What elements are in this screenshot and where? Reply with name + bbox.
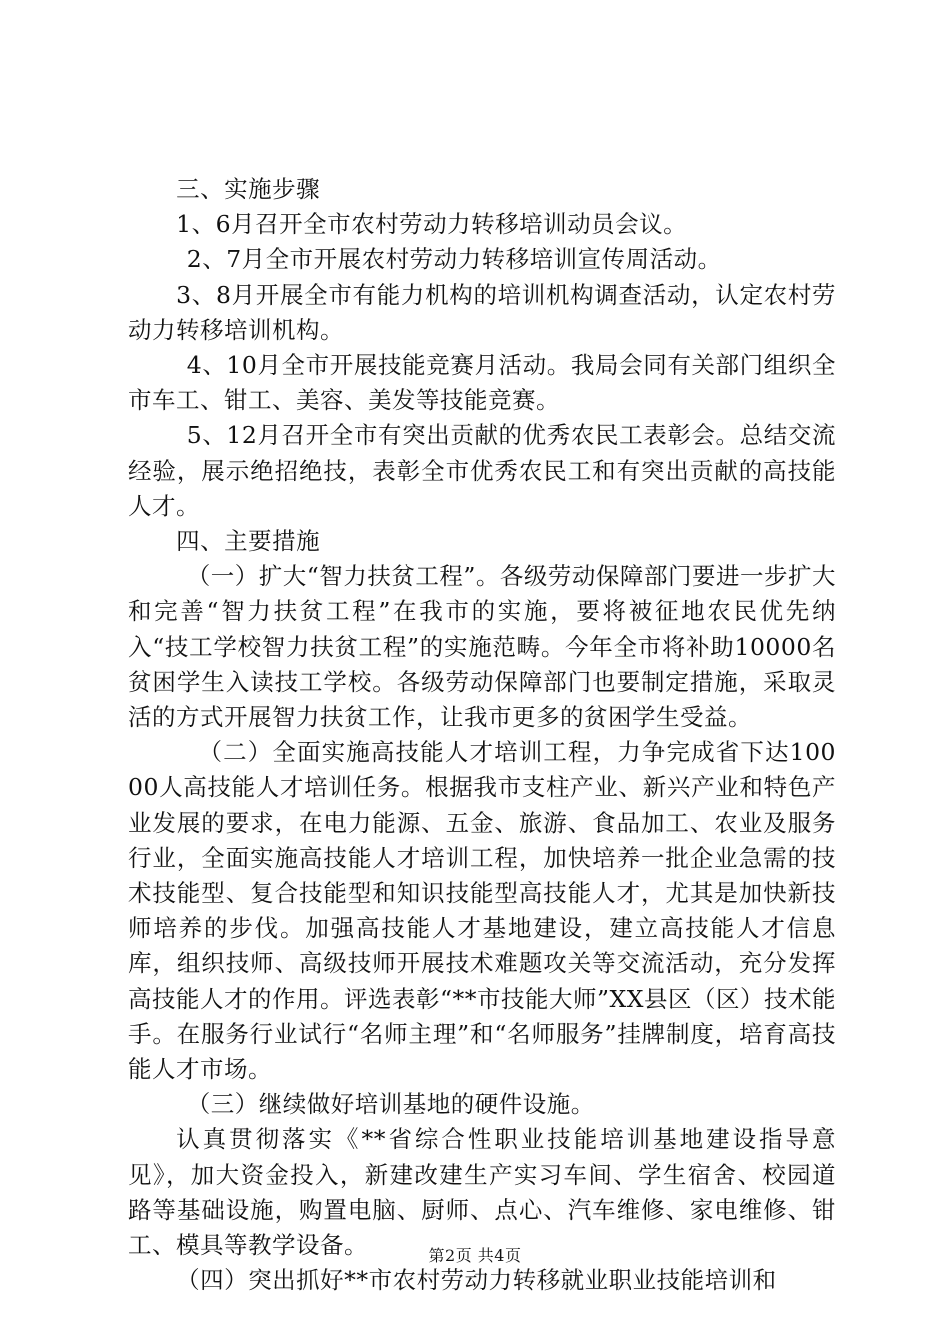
measure-paragraph-4: （四）突出抓好**市农村劳动力转移就业职业技能培训和 <box>176 1266 777 1295</box>
step-item-5: 5、12月召开全市有突出贡献的优秀农民工表彰会。总结交流经验，展示绝招绝技，表彰全市优秀农民工和有突出贡献的高技能人才。 <box>128 421 836 520</box>
measure-paragraph-3: （三）继续做好培训基地的硬件设施。 <box>186 1090 595 1119</box>
step-item-4: 4、10月全市开展技能竞赛月活动。我局会同有关部门组织全市车工、钳工、美容、美发等技能竞赛。 <box>128 351 836 415</box>
page-number-footer: 第2页 共4页 <box>428 1246 522 1265</box>
step-item-3: 3、8月开展全市有能力机构的培训机构调查活动，认定农村劳动力转移培训机构。 <box>128 280 836 344</box>
measure-paragraph-1: （一）扩大“智力扶贫工程”。各级劳动保障部门要进一步扩大和完善“智力扶贫工程”在我市的实施，要将被征地农民优先纳入“技工学校智力扶贫工程”的实施范畴。今年全市将补助10000名贫困学生入读技工学校。各级劳动保障部门也要制定措施，采取灵活的方式开展智力扶贫工作，让我市更多的贫困学生受益。 <box>128 562 836 732</box>
section-heading-implementation-steps: 三、实施步骤 <box>176 175 321 203</box>
measure-paragraph-2: （二）全面实施高技能人才培训工程，力争完成省下达10000人高技能人才培训任务。根据我市支柱产业、新兴产业和特色产业发展的要求，在电力能源、五金、旅游、食品加工、农业及服务行业，全面实施高技能人才培训工程，加快培养一批企业急需的技术技能型、复合技能型和知识技能型高技能人才，尤其是加快新技师培养的步伐。加强高技能人才基地建设，建立高技能人才信息库，组织技师、高级技师开展技术难题攻关等交流活动，充分发挥高技能人才的作用。评选表彰“**市技能大师”XX县区（区）技术能手。在服务行业试行“名师主理”和“名师服务”挂牌制度，培育高技能人才市场。 <box>128 738 836 1084</box>
measure-paragraph-3-detail: 认真贯彻落实《**省综合性职业技能培训基地建设指导意见》，加大资金投入，新建改建生产实习车间、学生宿舍、校园道路等基础设施，购置电脑、厨师、点心、汽车维修、家电维修、钳工、模具等教学设备。 <box>128 1125 836 1260</box>
step-item-2: 2、7月全市开展农村劳动力转移培训宣传周活动。 <box>186 245 722 274</box>
section-heading-main-measures: 四、主要措施 <box>176 527 321 556</box>
step-item-1: 1、6月召开全市农村劳动力转移培训动员会议。 <box>176 210 688 239</box>
document-body <box>128 172 836 1299</box>
